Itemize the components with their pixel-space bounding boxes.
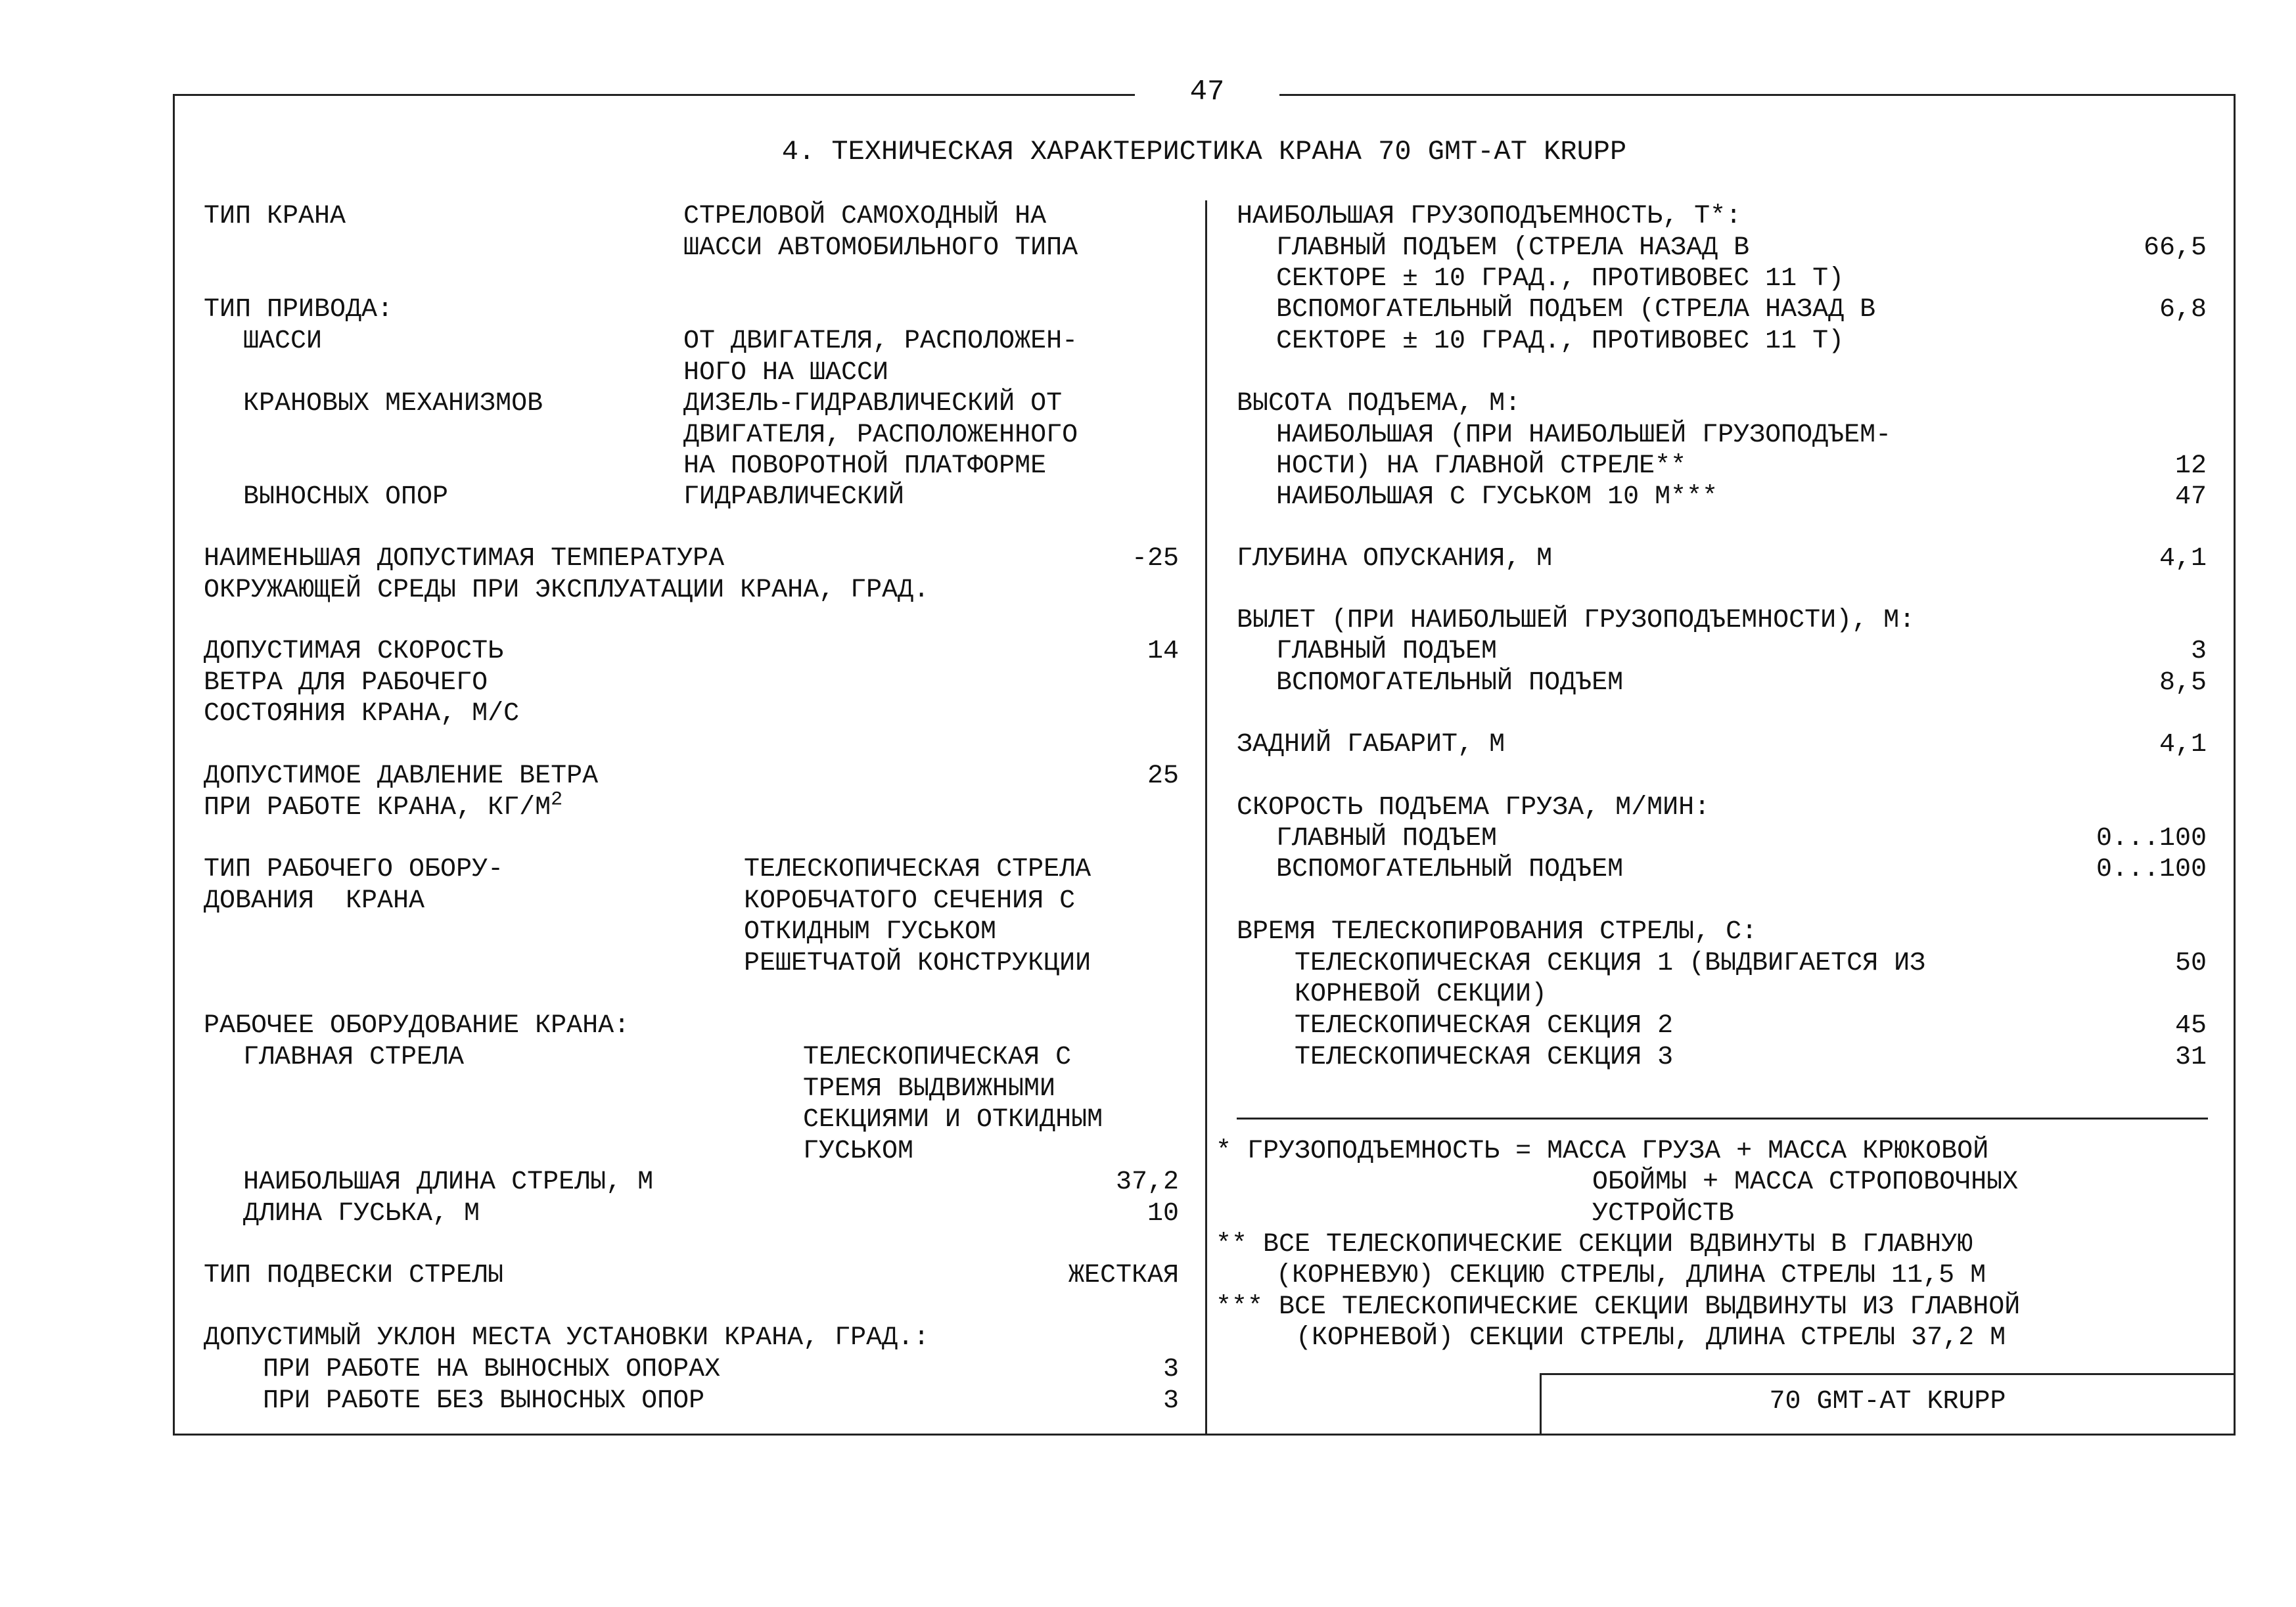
telescoping-section1-value: 50 <box>2174 949 2207 978</box>
wind-pressure-label-line <box>204 788 563 824</box>
wind-pressure-label-text: ПРИ РАБОТЕ КРАНА, КГ/М <box>204 793 551 823</box>
footnote-3-line: (КОРНЕВОЙ) СЕКЦИИ СТРЕЛЫ, ДЛИНА СТРЕЛЫ 37,2 М <box>1296 1323 2006 1353</box>
wind-speed-label-line: ДОПУСТИМАЯ СКОРОСТЬ <box>204 637 504 666</box>
wind-speed-label-line: ВЕТРА ДЛЯ РАБОЧЕГО <box>204 668 488 698</box>
telescoping-section3-label: ТЕЛЕСКОПИЧЕСКАЯ СЕКЦИЯ 3 <box>1295 1043 1674 1072</box>
capacity-main-value: 66,5 <box>2143 233 2207 263</box>
telescoping-section2-value: 45 <box>2174 1011 2207 1041</box>
equipment-type-value-line: КОРОБЧАТОГО СЕЧЕНИЯ С <box>744 886 1076 916</box>
capacity-aux-value: 6,8 <box>2159 295 2207 325</box>
jib-length-label: ДЛИНА ГУСЬКА, М <box>243 1199 480 1229</box>
wind-speed-value: 14 <box>1147 637 1179 666</box>
crane-type-value-line: ШАССИ АВТОМОБИЛЬНОГО ТИПА <box>683 233 1078 263</box>
min-temperature-label-line: НАИМЕНЬШАЯ ДОПУСТИМАЯ ТЕМПЕРАТУРА <box>204 544 725 574</box>
crane-type-label: ТИП КРАНА <box>204 202 346 231</box>
main-boom-value-line: ТЕЛЕСКОПИЧЕСКАЯ С <box>803 1043 1072 1072</box>
slope-without-outriggers-label: ПРИ РАБОТЕ БЕЗ ВЫНОСНЫХ ОПОР <box>263 1386 705 1416</box>
lift-height-label: ВЫСОТА ПОДЪЕМА, М: <box>1237 389 1521 419</box>
capacity-aux-line: ВСПОМОГАТЕЛЬНЫЙ ПОДЪЕМ (СТРЕЛА НАЗАД В <box>1276 295 1876 325</box>
chassis-drive-value-line: ОТ ДВИГАТЕЛЯ, РАСПОЛОЖЕН- <box>683 327 1078 356</box>
min-temperature-value: -25 <box>1131 544 1179 574</box>
lift-speed-label: СКОРОСТЬ ПОДЪЕМА ГРУЗА, М/МИН: <box>1237 793 1711 823</box>
outreach-aux-value: 8,5 <box>2159 668 2207 698</box>
equipment-type-value-line: ОТКИДНЫМ ГУСЬКОМ <box>744 917 997 947</box>
footnote-separator <box>1237 1118 2208 1120</box>
slope-label: ДОПУСТИМЫЙ УКЛОН МЕСТА УСТАНОВКИ КРАНА, ГРАД.: <box>204 1323 930 1353</box>
outreach-main-label: ГЛАВНЫЙ ПОДЪЕМ <box>1276 637 1498 666</box>
capacity-main-line: СЕКТОРЕ ± 10 ГРАД., ПРОТИВОВЕС 11 Т) <box>1276 264 1845 294</box>
outreach-aux-label: ВСПОМОГАТЕЛЬНЫЙ ПОДЪЕМ <box>1276 668 1624 698</box>
mechanisms-drive-value-line: ДИЗЕЛЬ-ГИДРАВЛИЧЕСКИЙ ОТ <box>683 389 1063 419</box>
tail-radius-label: ЗАДНИЙ ГАБАРИТ, М <box>1237 730 1505 759</box>
equipment-type-value-line: ТЕЛЕСКОПИЧЕСКАЯ СТРЕЛА <box>744 855 1091 884</box>
lowering-depth-value: 4,1 <box>2159 544 2207 574</box>
capacity-aux-line: СЕКТОРЕ ± 10 ГРАД., ПРОТИВОВЕС 11 Т) <box>1276 327 1845 356</box>
capacity-main-line: ГЛАВНЫЙ ПОДЪЕМ (СТРЕЛА НАЗАД В <box>1276 233 1750 263</box>
wind-pressure-label-line: ДОПУСТИМОЕ ДАВЛЕНИЕ ВЕТРА <box>204 761 599 791</box>
lift-speed-main-label: ГЛАВНЫЙ ПОДЪЕМ <box>1276 824 1498 853</box>
wind-speed-label-line: СОСТОЯНИЯ КРАНА, М/С <box>204 699 520 729</box>
mechanisms-drive-value-line: НА ПОВОРОТНОЙ ПЛАТФОРМЕ <box>683 451 1047 481</box>
suspension-value: ЖЕСТКАЯ <box>1068 1261 1179 1290</box>
footnote-2-line: (КОРНЕВУЮ) СЕКЦИЮ СТРЕЛЫ, ДЛИНА СТРЕЛЫ 11,5 М <box>1276 1261 1986 1290</box>
column-divider <box>1205 200 1207 1436</box>
chassis-drive-label: ШАССИ <box>243 327 323 356</box>
telescoping-label: ВРЕМЯ ТЕЛЕСКОПИРОВАНИЯ СТРЕЛЫ, С: <box>1237 917 1758 947</box>
main-boom-label: ГЛАВНАЯ СТРЕЛА <box>243 1043 465 1072</box>
main-boom-value-line: ТРЕМЯ ВЫДВИЖНЫМИ <box>803 1074 1056 1104</box>
lowering-depth-label: ГЛУБИНА ОПУСКАНИЯ, М <box>1237 544 1553 574</box>
drive-type-label: ТИП ПРИВОДА: <box>204 295 394 325</box>
equipment-type-label-line: ДОВАНИЯ КРАНА <box>204 886 425 916</box>
footnote-1-line: УСТРОЙСТВ <box>1592 1199 1735 1229</box>
chassis-drive-value-line: НОГО НА ШАССИ <box>683 358 889 388</box>
wind-pressure-value: 25 <box>1147 761 1179 791</box>
max-boom-length-value: 37,2 <box>1115 1167 1179 1197</box>
footnote-1-line: ОБОЙМЫ + МАССА СТРОПОВОЧНЫХ <box>1592 1167 2019 1197</box>
equipment-type-value-line: РЕШЕТЧАТОЙ КОНСТРУКЦИИ <box>744 949 1091 978</box>
slope-with-outriggers-value: 3 <box>1162 1355 1179 1384</box>
footnote-3-line: *** ВСЕ ТЕЛЕСКОПИЧЕСКИЕ СЕКЦИИ ВЫДВИНУТЫ ИЗ ГЛАВНОЙ <box>1216 1292 2021 1322</box>
capacity-label: НАИБОЛЬШАЯ ГРУЗОПОДЪЕМНОСТЬ, Т*: <box>1237 202 1742 231</box>
outriggers-drive-label: ВЫНОСНЫХ ОПОР <box>243 482 449 512</box>
telescoping-section1-line: КОРНЕВОЙ СЕКЦИИ) <box>1295 980 1548 1009</box>
footnote-1-line: * ГРУЗОПОДЪЕМНОСТЬ = МАССА ГРУЗА + МАССА КРЮКОВОЙ <box>1216 1137 1989 1166</box>
page-number: 47 <box>1135 72 1279 112</box>
section-title: 4. ТЕХНИЧЕСКАЯ ХАРАКТЕРИСТИКА КРАНА 70 GMT-AT KRUPP <box>781 136 1627 168</box>
telescoping-section3-value: 31 <box>2174 1043 2207 1072</box>
telescoping-section2-label: ТЕЛЕСКОПИЧЕСКАЯ СЕКЦИЯ 2 <box>1295 1011 1674 1041</box>
main-boom-value-line: ГУСЬКОМ <box>803 1137 914 1166</box>
footnote-2-line: ** ВСЕ ТЕЛЕСКОПИЧЕСКИЕ СЕКЦИИ ВДВИНУТЫ В ГЛАВНУЮ <box>1216 1230 1973 1259</box>
outriggers-drive-value: ГИДРАВЛИЧЕСКИЙ <box>683 482 905 512</box>
main-boom-value-line: СЕКЦИЯМИ И ОТКИДНЫМ <box>803 1105 1103 1135</box>
min-temperature-label-line: ОКРУЖАЮЩЕЙ СРЕДЫ ПРИ ЭКСПЛУАТАЦИИ КРАНА, ГРАД. <box>204 576 930 605</box>
lift-height-max-main-line: НОСТИ) НА ГЛАВНОЙ СТРЕЛЕ** <box>1276 451 1687 481</box>
lift-speed-main-value: 0...100 <box>2096 824 2207 853</box>
suspension-label: ТИП ПОДВЕСКИ СТРЕЛЫ <box>204 1261 504 1290</box>
telescoping-section1-line: ТЕЛЕСКОПИЧЕСКАЯ СЕКЦИЯ 1 (ВЫДВИГАЕТСЯ ИЗ <box>1295 949 1926 978</box>
wind-pressure-superscript: 2 <box>551 788 563 811</box>
max-boom-length-label: НАИБОЛЬШАЯ ДЛИНА СТРЕЛЫ, М <box>243 1167 654 1197</box>
jib-length-value: 10 <box>1147 1199 1179 1229</box>
lift-height-max-main-line: НАИБОЛЬШАЯ (ПРИ НАИБОЛЬШЕЙ ГРУЗОПОДЪЕМ- <box>1276 420 1892 450</box>
lift-speed-aux-value: 0...100 <box>2096 855 2207 884</box>
lift-height-max-jib-label: НАИБОЛЬШАЯ С ГУСЬКОМ 10 М*** <box>1276 482 1718 512</box>
slope-without-outriggers-value: 3 <box>1162 1386 1179 1416</box>
outreach-label: ВЫЛЕТ (ПРИ НАИБОЛЬШЕЙ ГРУЗОПОДЪЕМНОСТИ), М: <box>1237 606 1916 635</box>
mechanisms-drive-value-line: ДВИГАТЕЛЯ, РАСПОЛОЖЕННОГО <box>683 420 1078 450</box>
outreach-main-value: 3 <box>2190 637 2207 666</box>
title-block-text: 70 GMT-AT KRUPP <box>1769 1387 2006 1416</box>
lift-height-max-jib-value: 47 <box>2174 482 2207 512</box>
tail-radius-value: 4,1 <box>2159 730 2207 759</box>
equipment-label: РАБОЧЕЕ ОБОРУДОВАНИЕ КРАНА: <box>204 1011 630 1041</box>
lift-height-max-main-value: 12 <box>2174 451 2207 481</box>
crane-type-value-line: СТРЕЛОВОЙ САМОХОДНЫЙ НА <box>683 202 1047 231</box>
equipment-type-label-line: ТИП РАБОЧЕГО ОБОРУ- <box>204 855 504 884</box>
mechanisms-drive-label: КРАНОВЫХ МЕХАНИЗМОВ <box>243 389 543 419</box>
slope-with-outriggers-label: ПРИ РАБОТЕ НА ВЫНОСНЫХ ОПОРАХ <box>263 1355 721 1384</box>
lift-speed-aux-label: ВСПОМОГАТЕЛЬНЫЙ ПОДЪЕМ <box>1276 855 1624 884</box>
